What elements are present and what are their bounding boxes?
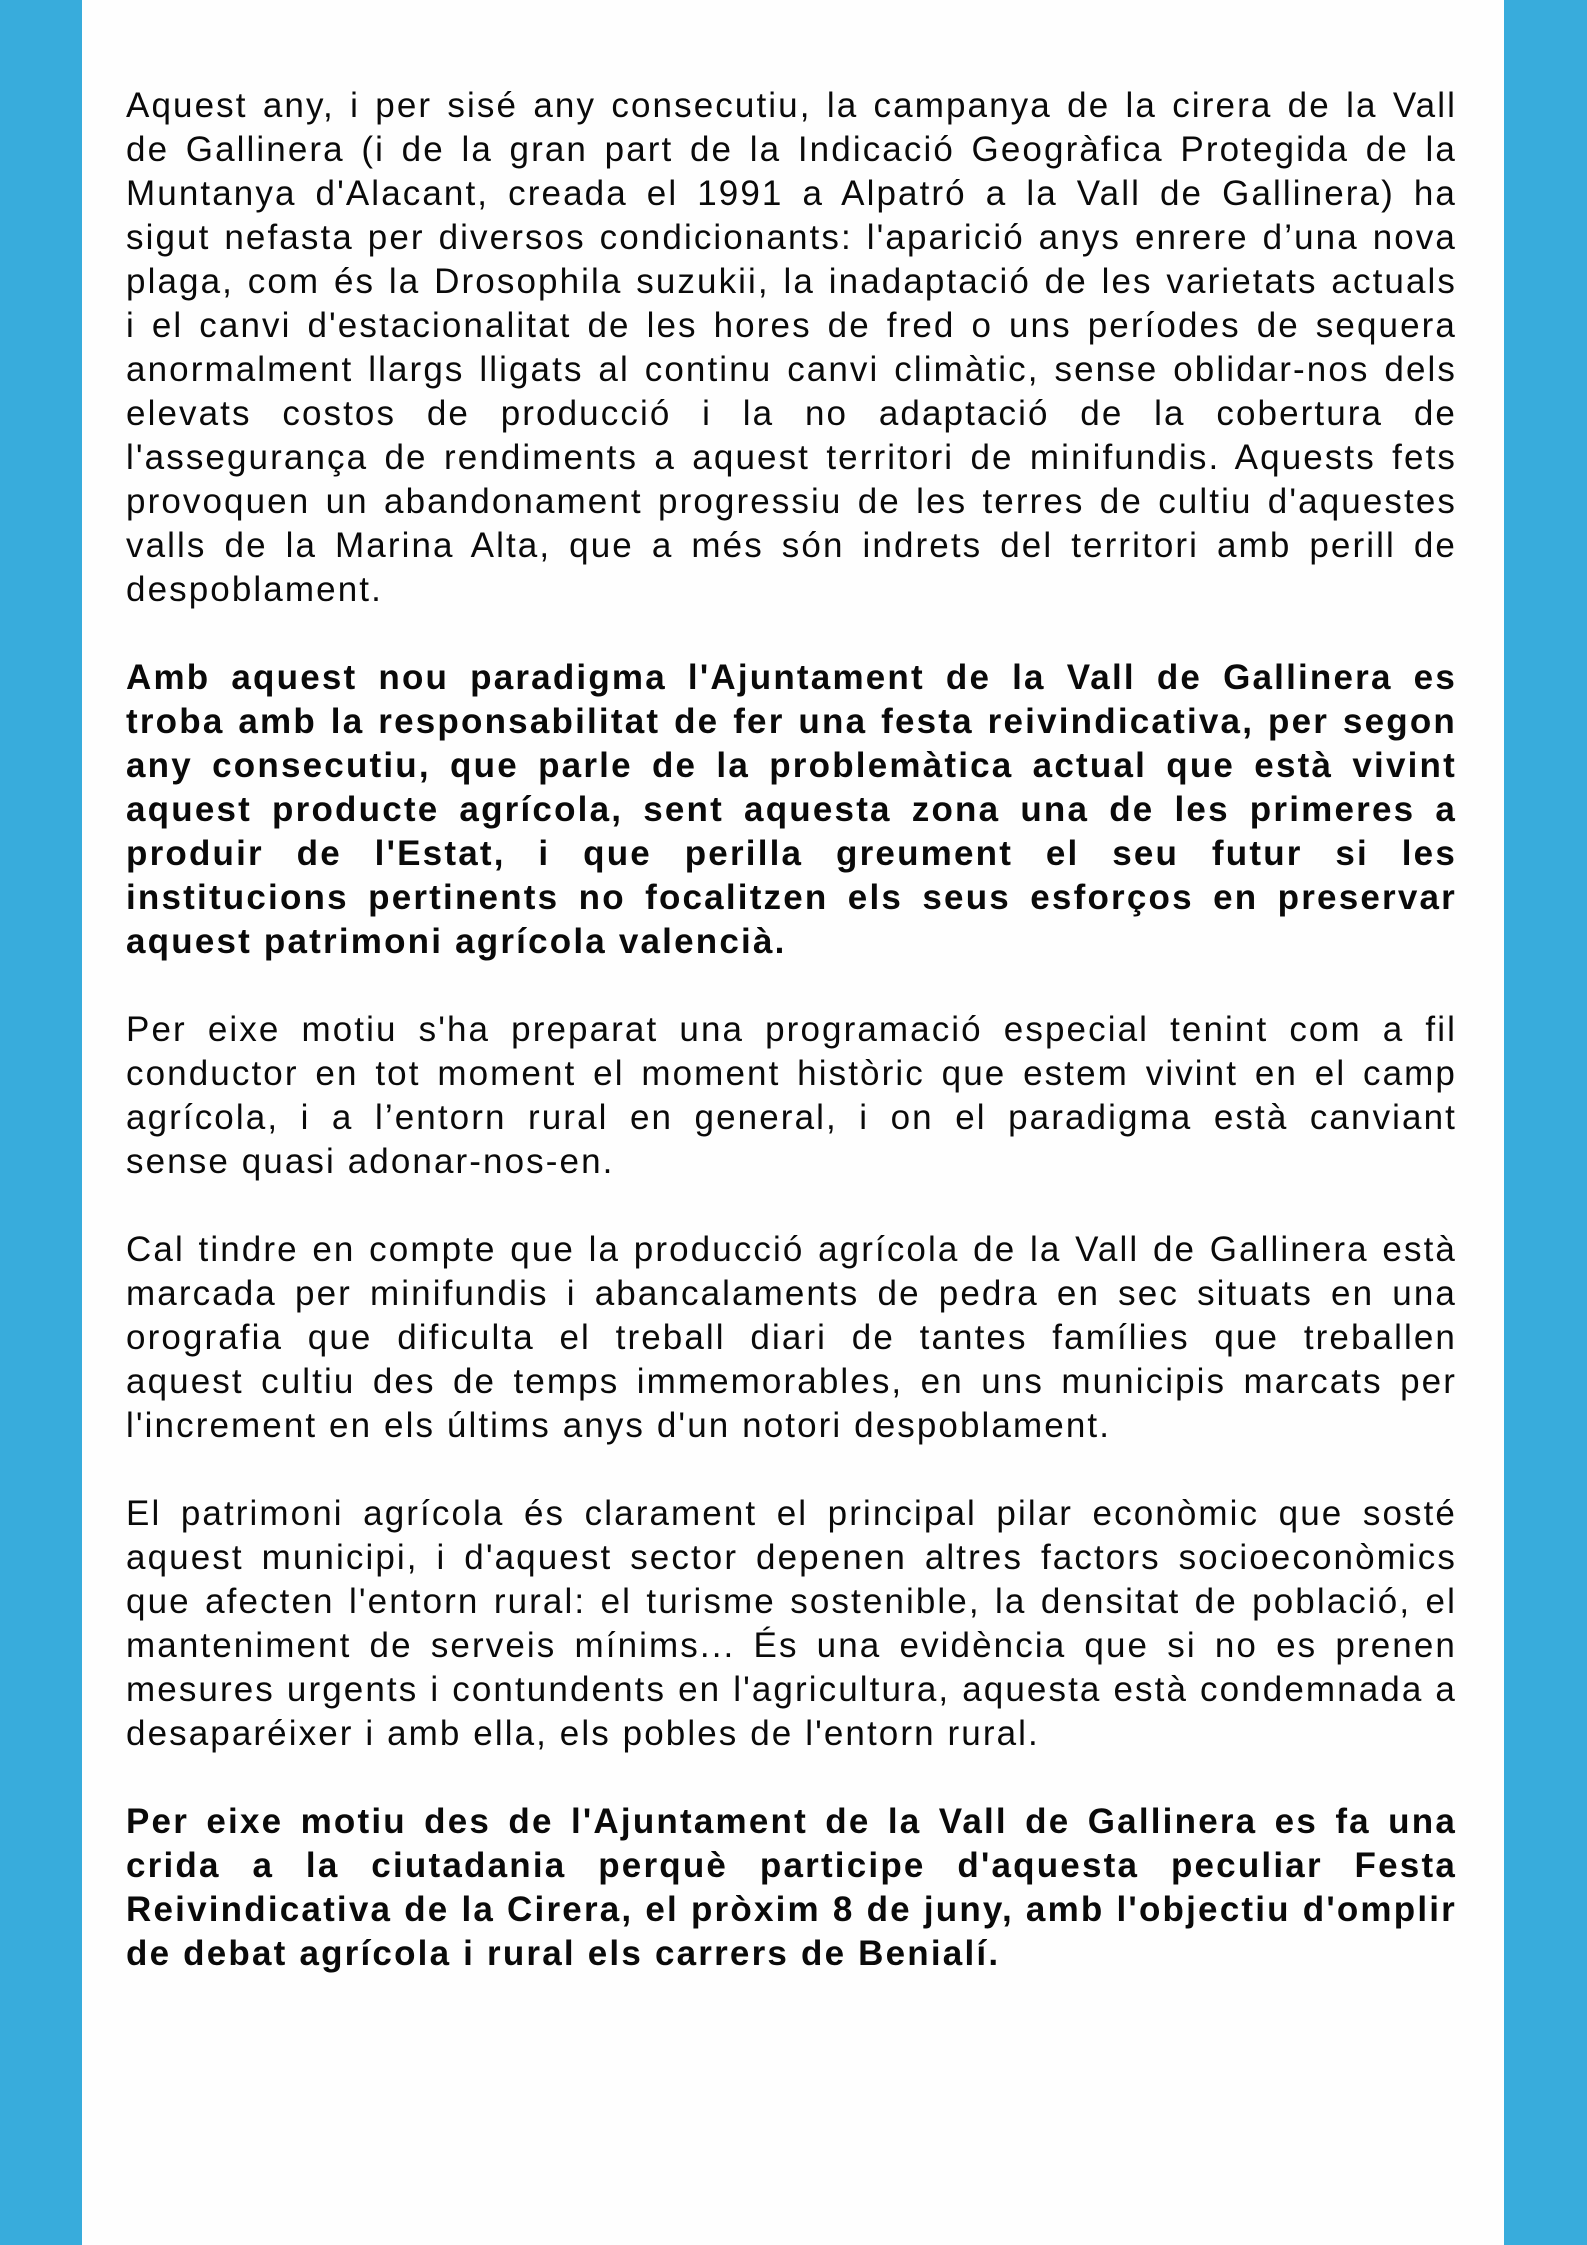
paragraph-agricultural-production: Cal tindre en compte que la producció agrícola de la Vall de Gallinera està marcada per minifundis i abancalaments de pedra en sec situats en una orografia que dificulta el treball diari de tantes famílies que treballen aquest cultiu des de temps immemorables, en uns municipis marcats per l'increment en els últims anys d'un notori despoblament. (126, 1230, 1457, 1445)
paragraph-campaign-context: Aquest any, i per sisé any consecutiu, la campanya de la cirera de la Vall de Gallinera (i de la gran part de la Indicació Geogràfica Protegida de la Muntanya d'Alacant, creada el 1991 a Alpatró a la Vall de Gallinera) ha sigut nefasta per diversos condicionants: l'aparició anys enrere d’una nova plaga, com és la Drosophila suzukii, la inadaptació de les varietats actuals i el canvi d'estacionalitat de les hores de fred o uns períodes de sequera anormalment llargs lligats al continu canvi climàtic, sense oblidar-nos dels elevats costos de producció i la no adaptació de la cobertura de l'assegurança de rendiments a aquest territori de minifundis. Aquests fets provoquen un abandonament progressiu de les terres de cultiu d'aquestes valls de la Marina Alta, que a més són indrets del territori amb perill de despoblament. (126, 86, 1457, 609)
paragraph-agricultural-heritage: El patrimoni agrícola és clarament el principal pilar econòmic que sosté aquest municipi, i d'aquest sector depenen altres factors socioeconòmics que afecten l'entorn rural: el turisme sostenible, la densitat de població, el manteniment de serveis mínims... És una evidència que si no es prenen mesures urgents i contundents en l'agricultura, aquesta està condemnada a desaparéixer i amb ella, els pobles de l'entorn rural. (126, 1494, 1457, 1753)
document-page (82, 0, 1504, 2245)
paragraph-new-paradigm: Amb aquest nou paradigma l'Ajuntament de la Vall de Gallinera es troba amb la responsabilitat de fer una festa reivindicativa, per segon any consecutiu, que parle de la problemàtica actual que està vivint aquest producte agrícola, sent aquesta zona una de les primeres a produir de l'Estat, i que perilla greument el seu futur si les institucions pertinents no focalitzen els seus esforços en preservar aquest patrimoni agrícola valencià. (126, 658, 1457, 961)
paragraph-special-programme: Per eixe motiu s'ha preparat una programació especial tenint com a fil conductor en tot moment el moment històric que estem vivint en el camp agrícola, i a l’entorn rural en general, i on el paradigma està canviant sense quasi adonar-nos-en. (126, 1010, 1457, 1181)
document-body (126, 84, 1457, 2020)
paragraph-call-to-action: Per eixe motiu des de l'Ajuntament de la Vall de Gallinera es fa una crida a la ciutadania perquè participe d'aquesta peculiar Festa Reivindicativa de la Cirera, el pròxim 8 de juny, amb l'objectiu d'omplir de debat agrícola i rural els carrers de Benialí. (126, 1802, 1457, 1973)
